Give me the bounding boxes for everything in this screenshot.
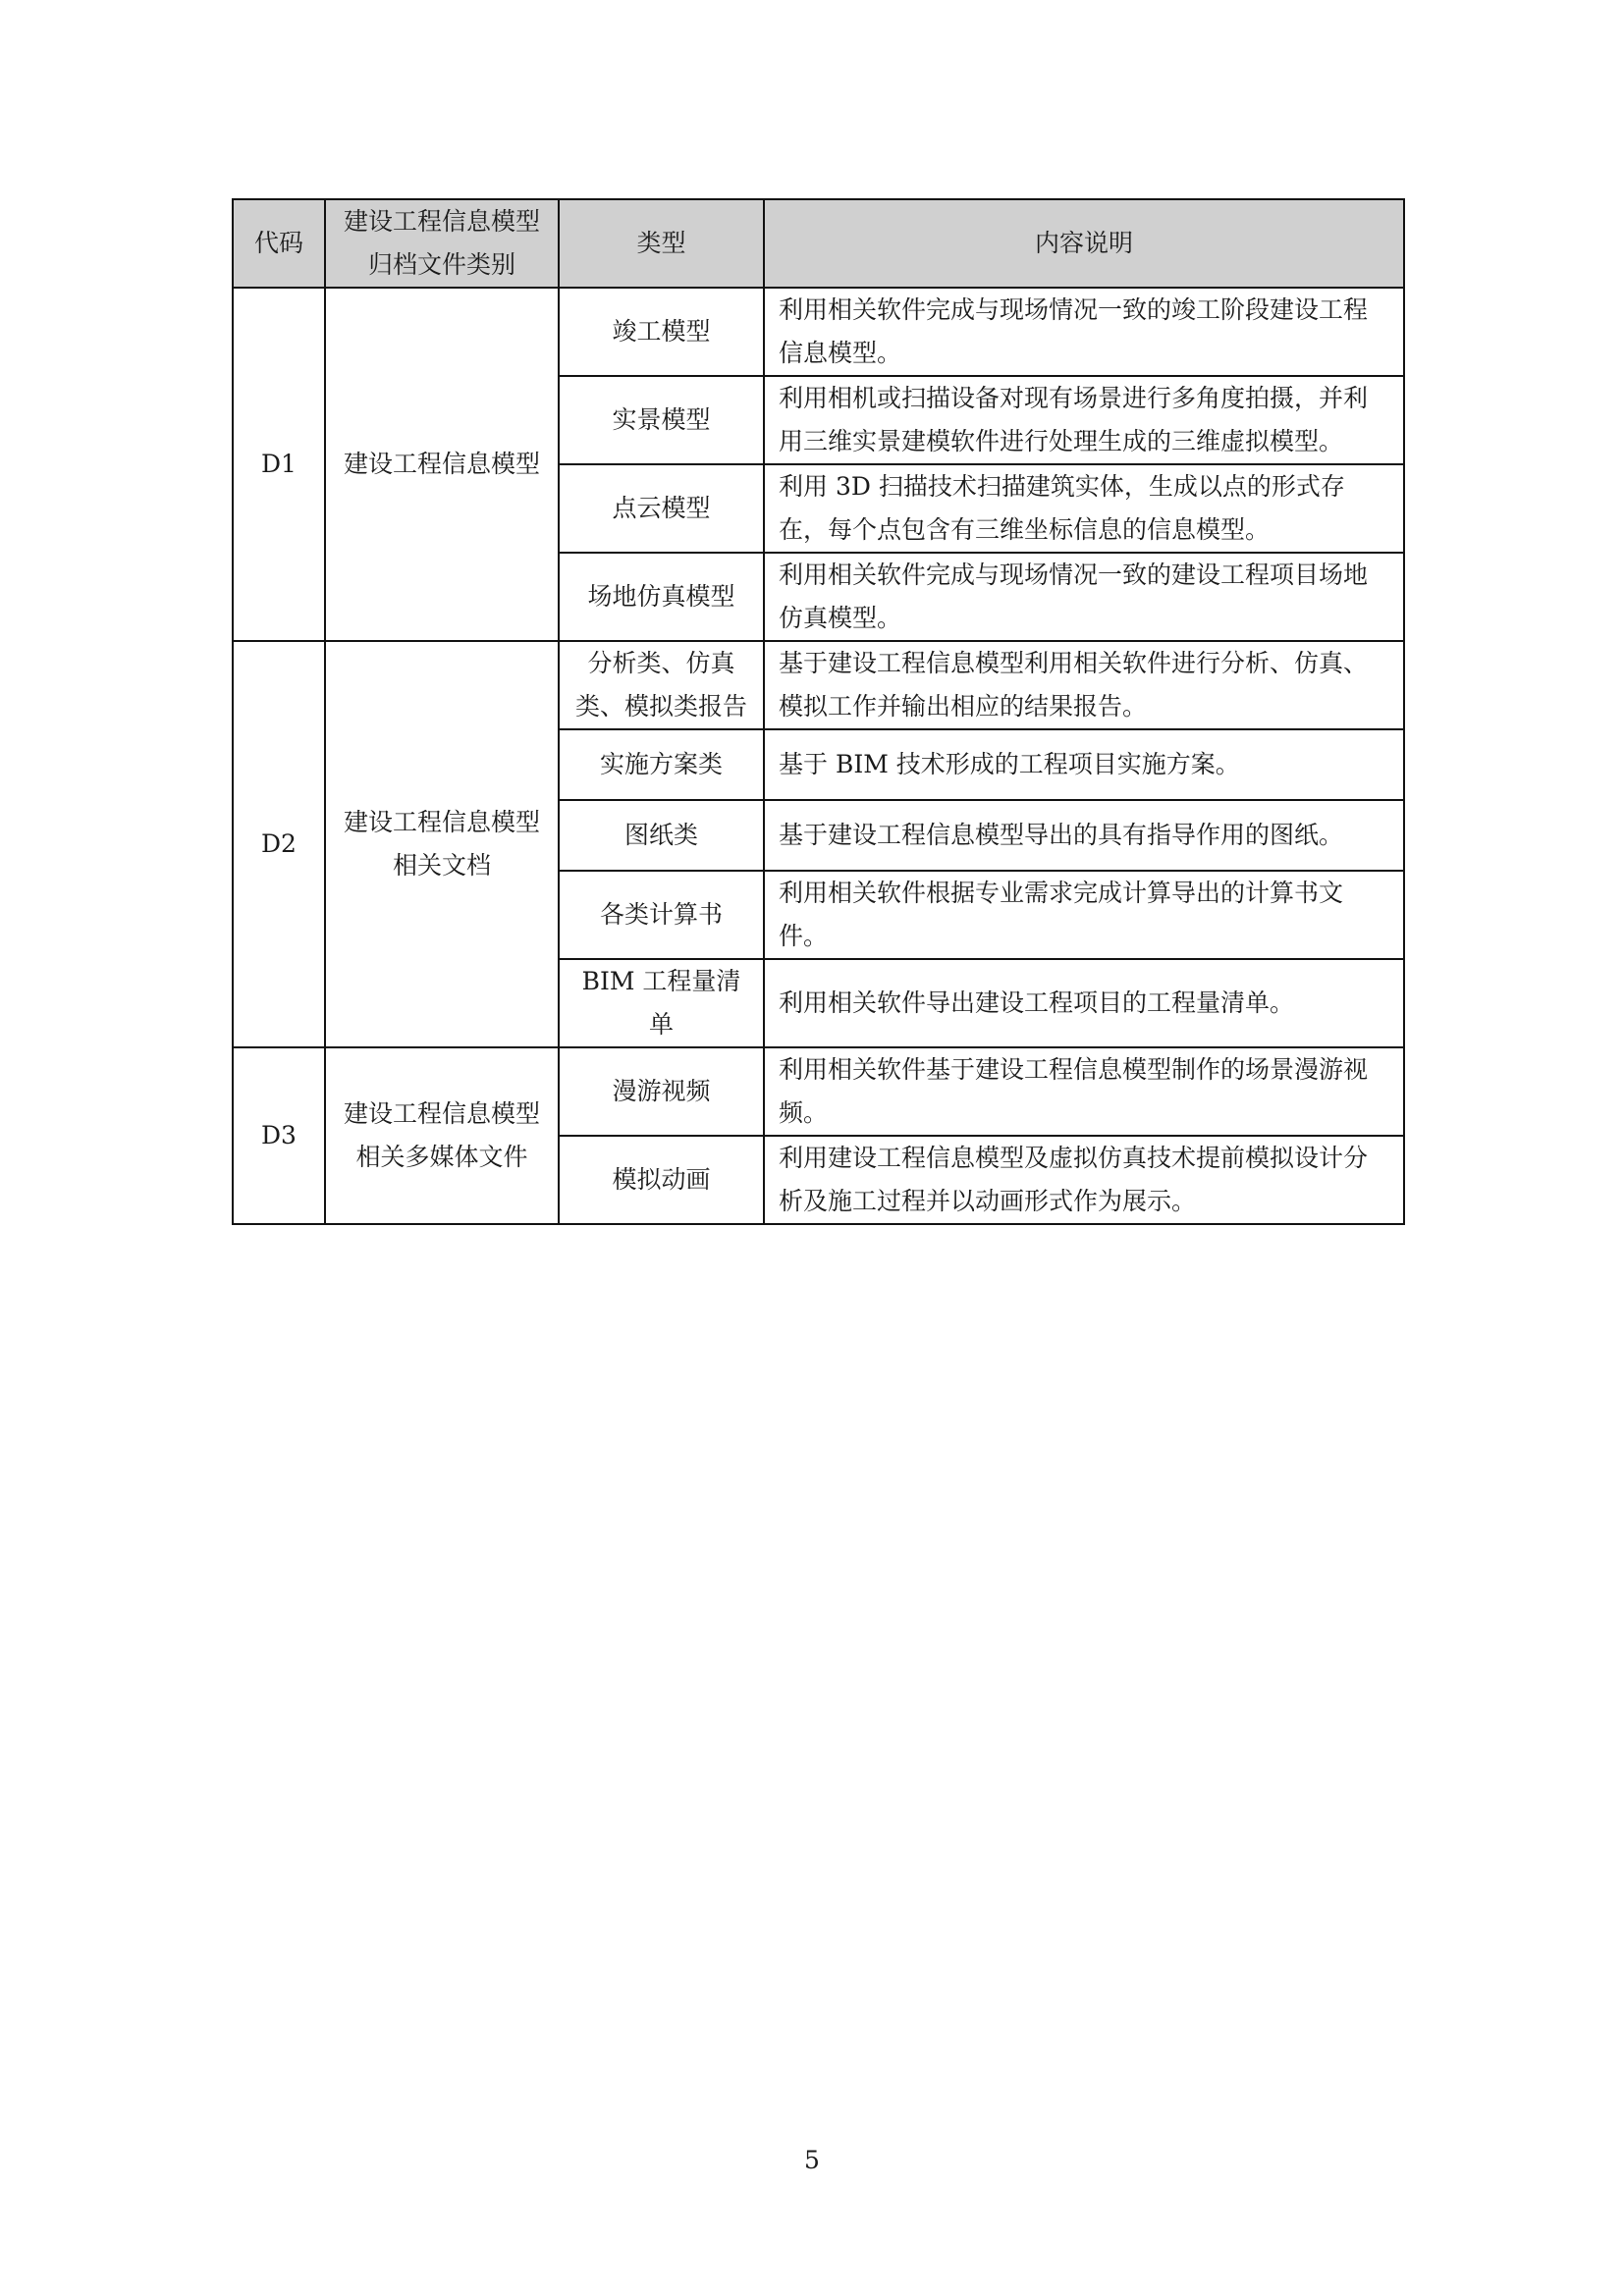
type-cell: 各类计算书 <box>559 871 764 959</box>
group-category-cell: 建设工程信息模型相关多媒体文件 <box>325 1047 559 1224</box>
group-code-cell: D3 <box>233 1047 325 1224</box>
type-cell: BIM 工程量清单 <box>559 959 764 1047</box>
type-cell: 实景模型 <box>559 376 764 464</box>
header-category: 建设工程信息模型归档文件类别 <box>325 199 559 288</box>
table-header-row <box>233 199 1404 288</box>
type-cell: 竣工模型 <box>559 288 764 376</box>
page-number: 5 <box>804 2146 820 2174</box>
group-code-cell: D1 <box>233 288 325 641</box>
description-cell: 利用 3D 扫描技术扫描建筑实体，生成以点的形式存在，每个点包含有三维坐标信息的信息模型。 <box>764 464 1404 553</box>
group-category-cell: 建设工程信息模型相关文档 <box>325 641 559 1047</box>
description-cell: 基于建设工程信息模型利用相关软件进行分析、仿真、模拟工作并输出相应的结果报告。 <box>764 641 1404 729</box>
type-cell: 漫游视频 <box>559 1047 764 1136</box>
type-cell: 场地仿真模型 <box>559 553 764 641</box>
description-cell: 利用建设工程信息模型及虚拟仿真技术提前模拟设计分析及施工过程并以动画形式作为展示。 <box>764 1136 1404 1224</box>
type-cell: 实施方案类 <box>559 729 764 800</box>
type-cell: 模拟动画 <box>559 1136 764 1224</box>
type-cell: 图纸类 <box>559 800 764 871</box>
type-cell: 分析类、仿真类、模拟类报告 <box>559 641 764 729</box>
header-description: 内容说明 <box>764 199 1404 288</box>
header-code: 代码 <box>233 199 325 288</box>
table-row <box>233 1047 1404 1136</box>
description-cell: 利用相关软件完成与现场情况一致的竣工阶段建设工程信息模型。 <box>764 288 1404 376</box>
table-row <box>233 641 1404 729</box>
archive-table <box>232 198 1405 1225</box>
type-cell: 点云模型 <box>559 464 764 553</box>
group-category-cell: 建设工程信息模型 <box>325 288 559 641</box>
group-code-cell: D2 <box>233 641 325 1047</box>
description-cell: 基于建设工程信息模型导出的具有指导作用的图纸。 <box>764 800 1404 871</box>
header-type: 类型 <box>559 199 764 288</box>
description-cell: 利用相关软件导出建设工程项目的工程量清单。 <box>764 959 1404 1047</box>
description-cell: 利用相关软件根据专业需求完成计算导出的计算书文件。 <box>764 871 1404 959</box>
description-cell: 利用相关软件完成与现场情况一致的建设工程项目场地仿真模型。 <box>764 553 1404 641</box>
table-row <box>233 288 1404 376</box>
description-cell: 利用相关软件基于建设工程信息模型制作的场景漫游视频。 <box>764 1047 1404 1136</box>
description-cell: 利用相机或扫描设备对现有场景进行多角度拍摄，并利用三维实景建模软件进行处理生成的三维虚拟模型。 <box>764 376 1404 464</box>
description-cell: 基于 BIM 技术形成的工程项目实施方案。 <box>764 729 1404 800</box>
